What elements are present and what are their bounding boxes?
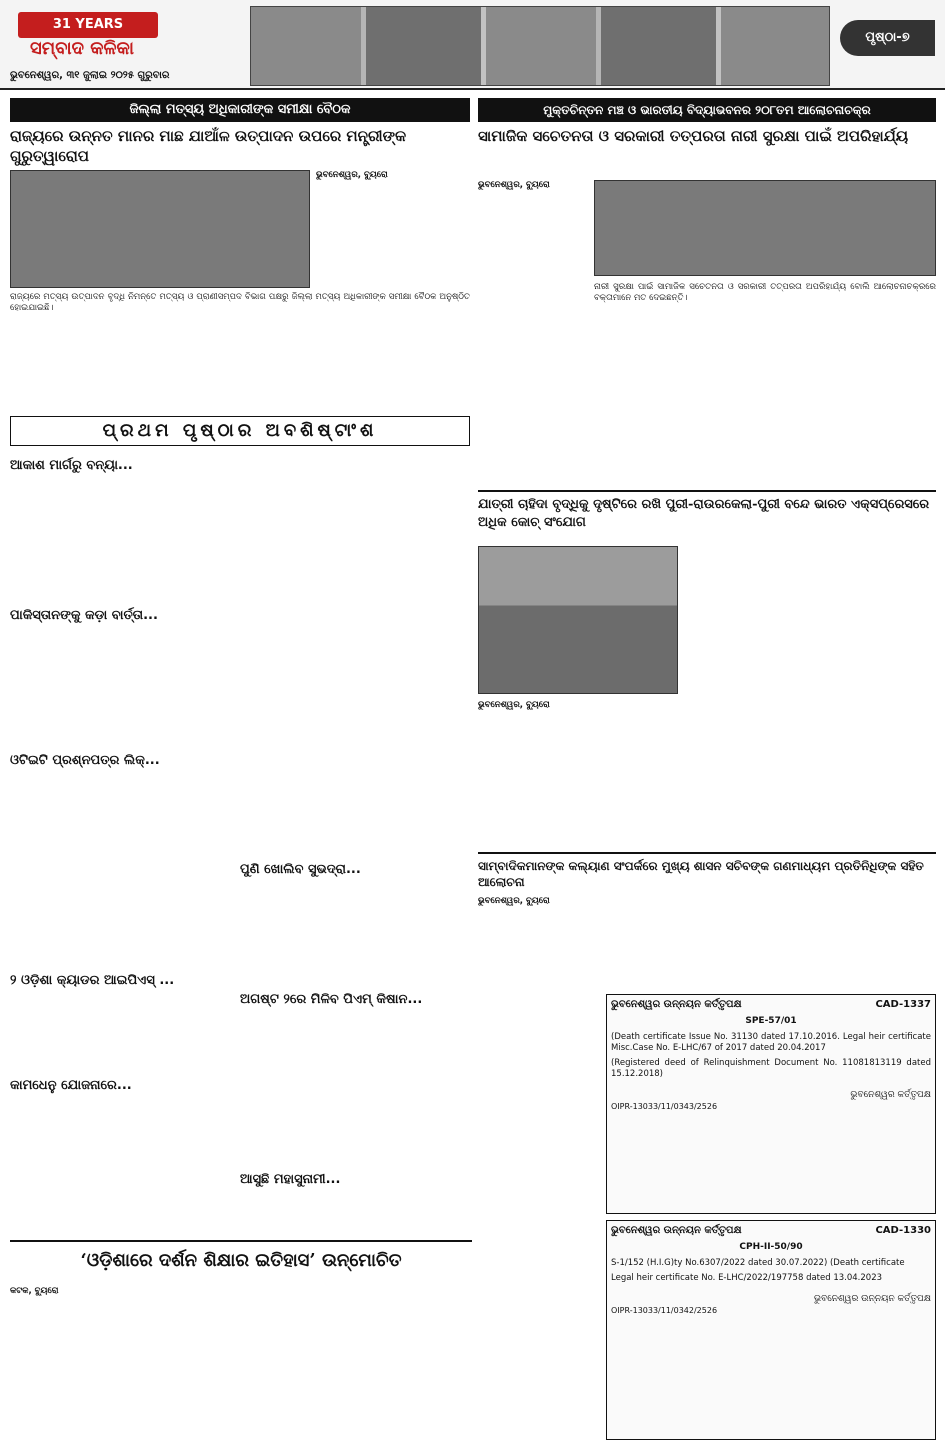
story5-body (10, 1286, 472, 1444)
continued-item: କାମଧେନୁ ଯୋଜନାରେ... (10, 1078, 132, 1093)
page-number-badge: ପୃଷ୍ଠା-୭ (840, 20, 935, 56)
ad1-notice: (Death certificate Issue No. 31130 dated 17.10.2016. Legal heir certificate Misc.Case No. E-LHC/67 of 2017 dated 20.04.2017 (611, 1032, 931, 1053)
story3-body (478, 700, 678, 850)
story2-byline: ଭୁବନେଶ୍ୱର, ବ୍ୟୁରୋ (478, 180, 550, 190)
continued-item: ଆସୁଛି ମହାସୁନାମୀ... (240, 1172, 341, 1187)
dateline: ଭୁବନେଶ୍ୱର, ୩୧ ଜୁଲାଇ ୨୦୨୫ ଗୁରୁବାର (10, 70, 170, 81)
ad2-footer: OIPR-13033/11/0342/2526 (611, 1306, 718, 1315)
story2-photo (594, 180, 936, 276)
ad1-sign: ଭୁବନେଶ୍ୱର କର୍ତ୍ତୃପକ୍ଷ (850, 1090, 931, 1100)
story1-headline: ରାଜ୍ୟରେ ଉନ୍ନତ ମାନର ମାଛ ଯାଆଁଳ ଉତ୍ପାଦନ ଉପରେ ମନ୍ତ୍ରୀଙ୍କ ଗୁରୁତ୍ୱାରୋପ (10, 127, 407, 165)
story3-train-photo (478, 546, 678, 694)
ad1-ref: SPE-57/01 (745, 1016, 797, 1026)
story5-headline: ‘ଓଡ଼ିଶାରେ ଦର୍ଶନ ଶିକ୍ଷାର ଇତିହାସ’ ଉନ୍ମୋଚିତ (10, 1240, 472, 1280)
story3-headline: ଯାତ୍ରୀ ଚାହିଦା ବୃଦ୍ଧିକୁ ଦୃଷ୍ଟିରେ ରଖି ପୁରୀ-ରାଉରକେଲା-ପୁରୀ ବନ୍ଦେ ଭାରତ ଏକ୍ସପ୍ରେସରେ ଅଧିକ କୋଚ୍ ସଂଯୋଗ (478, 490, 936, 540)
continued-items-right (240, 452, 472, 1232)
ad1-org: ଭୁବନେଶ୍ୱର ଉନ୍ନୟନ କର୍ତ୍ତୃପକ୍ଷ (611, 999, 742, 1010)
tender-notice-1 (606, 994, 936, 1214)
story1-side-text (316, 170, 470, 288)
masthead (0, 0, 945, 90)
ad2-notice: S-1/152 (H.I.G)ty No.6307/2022 dated 30.07.2022) (Death certificate (611, 1258, 905, 1268)
story2-left-text (478, 180, 588, 480)
story2-kicker: ମୁକ୍ତଚିନ୍ତନ ମଞ୍ଚ ଓ ଭାରତୀୟ ବିଦ୍ୟାଭବନର ୨୦୮ତମ ଆଲୋଚନାଚକ୍ର (478, 98, 936, 122)
story4-headline: ସାମ୍ବାଦିକମାନଙ୍କ କଲ୍ୟାଣ ସଂପର୍କରେ ମୁଖ୍ୟ ଶାସନ ସଚିବଙ୍କ ଗଣମାଧ୍ୟମ ପ୍ରତିନିଧିଙ୍କ ସହିତ ଆଲୋଚନା (478, 852, 936, 892)
story4-body (478, 896, 602, 1236)
story1-kicker: ଜିଲ୍ଲା ମତ୍ସ୍ୟ ଅଧିକାରୀଙ୍କ ସମୀକ୍ଷା ବୈଠକ (10, 98, 470, 122)
continued-item: ଆକାଶ ମାର୍ଗରୁ ବନ୍ୟା... (10, 458, 133, 473)
ad2-ref: CPH-II-50/90 (739, 1242, 803, 1252)
continued-banner: ପ୍ରଥମ ପୃଷ୍ଠାର ଅବଶିଷ୍ଟାଂଶ (10, 416, 470, 446)
ad1-reg: (Registered deed of Relinquishment Document No. 11081813119 dated 15.12.2018) (611, 1058, 931, 1079)
story5-byline: କଟକ, ବ୍ୟୁରୋ (10, 1286, 59, 1296)
continued-item: ପାକିସ୍ତାନଙ୍କୁ କଡ଼ା ବାର୍ତ୍ତା... (10, 608, 158, 623)
ad1-footer: OIPR-13033/11/0343/2526 (611, 1102, 718, 1111)
ad2-sign: ଭୁବନେଶ୍ୱର ଉନ୍ନୟନ କର୍ତ୍ତୃପକ୍ଷ (814, 1294, 931, 1304)
masthead-photo-strip (250, 6, 830, 86)
continued-item: ଓଟିଇଟି ପ୍ରଶ୍ନପତ୍ର ଲିକ୍... (10, 753, 160, 768)
story1-photo (10, 170, 310, 288)
story2-headline: ସାମାଜିକ ସଚେତନତା ଓ ସରକାରୀ ତତ୍ପରତା ନାରୀ ସୁରକ୍ଷା ପାଇଁ ଅପରିହାର୍ଯ୍ୟ (478, 127, 909, 145)
ad1-code: CAD-1337 (875, 999, 931, 1010)
newspaper-logo: ସମ୍ବାଦ କଳିକା (30, 38, 134, 59)
story2-body: ନାରୀ ସୁରକ୍ଷା ପାଇଁ ସାମାଜିକ ସଚେତନତା ଓ ସରକାରୀ ତତ୍ପରତା ଅପରିହାର୍ଯ୍ୟ ବୋଲି ଆଲୋଚନାଚକ୍ରରେ ବକ୍ତାମାନେ ମତ ଦେଇଛନ୍ତି। (594, 282, 936, 303)
continued-item: ପୁଣି ଖୋଲିବ ସୁଭଦ୍ରା... (240, 862, 361, 877)
ad2-reg: Legal heir certificate No. E-LHC/2022/197758 dated 13.04.2023 (611, 1273, 883, 1283)
continued-items (10, 452, 235, 1232)
continued-item: ୨ ଓଡ଼ିଶା କ୍ୟାଡର ଆଇପିଏସ୍ ... (10, 973, 175, 988)
story1-body: ରାଜ୍ୟରେ ମତ୍ସ୍ୟ ଉତ୍ପାଦନ ବୃଦ୍ଧି ନିମନ୍ତେ ମତ୍ସ୍ୟ ଓ ପ୍ରାଣୀସମ୍ପଦ ବିଭାଗ ପକ୍ଷରୁ ଜିଲ୍ଲା ମତ୍ସ୍ୟ ଅଧିକାରୀଙ୍କ ସମୀକ୍ଷା ବୈଠକ ଅନୁଷ୍ଠିତ ହୋଇଯାଇଛି। (10, 292, 470, 313)
continued-item: ଅଗଷ୍ଟ ୨ରେ ମିଳିବ ପିଏମ୍ କିଷାନ... (240, 992, 423, 1007)
ad2-code: CAD-1330 (875, 1225, 931, 1236)
years-ribbon: 31 YEARS (18, 12, 158, 38)
ad2-org: ଭୁବନେଶ୍ୱର ଉନ୍ନୟନ କର୍ତ୍ତୃପକ୍ଷ (611, 1225, 742, 1236)
story3-byline: ଭୁବନେଶ୍ୱର, ବ୍ୟୁରୋ (478, 700, 550, 710)
story4-byline: ଭୁବନେଶ୍ୱର, ବ୍ୟୁରୋ (478, 896, 550, 906)
story1-byline: ଭୁବନେଶ୍ୱର, ବ୍ୟୁରୋ (316, 170, 388, 180)
tender-notice-2 (606, 1220, 936, 1440)
